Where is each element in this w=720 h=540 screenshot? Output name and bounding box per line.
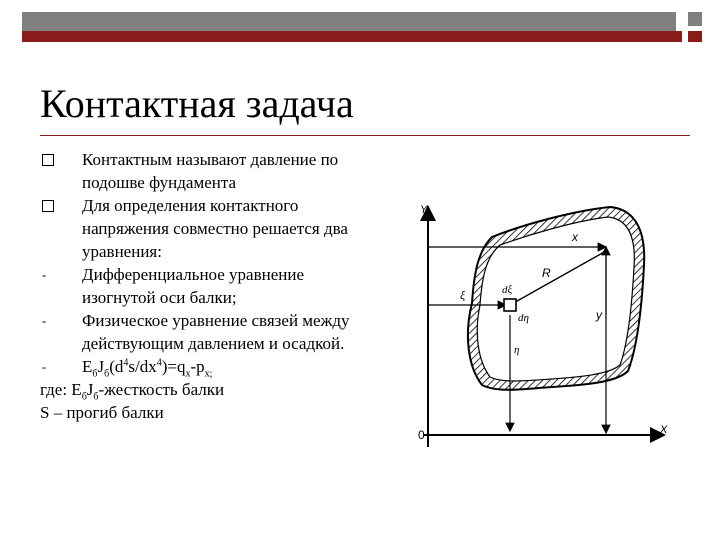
equation-line — [40, 355, 360, 378]
slide-body — [40, 148, 360, 424]
dash-bullet-icon: - — [42, 267, 47, 282]
contact-area-diagram — [402, 195, 690, 457]
eta-label: η — [514, 344, 520, 356]
bullet-item — [40, 194, 360, 263]
x-distance-label: x — [572, 230, 578, 244]
equation: $E_бJ_б(d^4s/dx^4)=q_x-p_{x;}$ — [82, 357, 213, 380]
x-axis-label: X — [660, 424, 668, 436]
radius-label: R — [542, 266, 551, 280]
area-element — [504, 299, 516, 311]
deflection-line: S – прогиб балки — [40, 403, 164, 422]
xi-label: ξ — [460, 288, 466, 302]
decor-bar-dark — [22, 31, 682, 42]
bullet-item — [40, 263, 360, 309]
dash-bullet-icon: - — [42, 313, 47, 328]
square-bullet-icon — [42, 194, 72, 218]
dxi-label: dξ — [502, 284, 513, 296]
square-bullet-icon — [42, 148, 72, 172]
deta-label: dη — [518, 312, 529, 324]
decor-square-dark — [688, 31, 702, 42]
bullet-item — [40, 309, 360, 355]
slide-title: Контактная задача — [40, 81, 354, 126]
title-decoration-bar — [22, 12, 706, 42]
decor-square-grey — [688, 12, 702, 26]
y-axis-label: Y — [420, 204, 428, 216]
bullet-item — [40, 148, 360, 194]
origin-label: 0 — [418, 428, 425, 442]
y-distance-label: y — [596, 308, 602, 322]
decor-bar-grey — [22, 12, 676, 31]
dash-bullet-icon: - — [42, 359, 47, 374]
bullet-text: Контактным называют давление по подошве фундамента — [82, 150, 339, 192]
bullet-text: Дифференциальное уравнение изогнутой оси балки; — [82, 265, 304, 307]
bullet-text: Для определения контактного напряжения совместно решается два уравнения: — [82, 196, 348, 261]
stiffness-line: где: $E_бJ_б$-жесткость балки — [40, 380, 225, 403]
title-underline — [40, 135, 690, 136]
bullet-text: Физическое уравнение связей между действующим давлением и осадкой. — [82, 311, 350, 353]
